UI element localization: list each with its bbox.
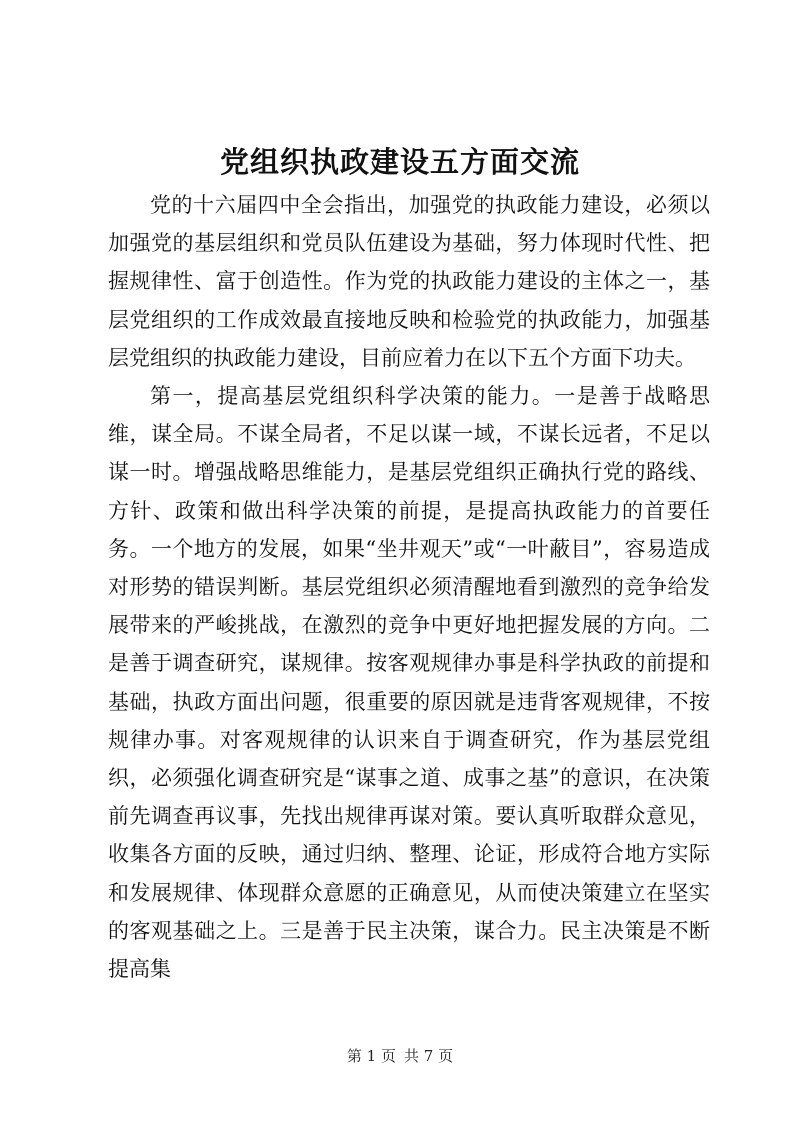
- paragraph-intro: 党的十六届四中全会指出，加强党的执政能力建设，必须以加强党的基层组织和党员队伍建设为基础，努力体现时代性、把握规律性、富于创造性。作为党的执政能力建设的主体之一，基层党组织的工作成效最直接地反映和检验党的执政能力，加强基层党组织的执政能力建设，目前应着力在以下五个方面下功夫。: [108, 193, 710, 370]
- page-footer: [0, 1046, 800, 1066]
- document-title: 党组织执政建设五方面交流: [219, 145, 580, 179]
- page-number: 第 1 页: [346, 1047, 396, 1065]
- document-body: [108, 186, 710, 988]
- paragraph-first-point: 第一，提高基层党组织科学决策的能力。一是善于战略思维，谋全局。不谋全局者，不足以谋一域，不谋长远者，不足以谋一时。增强战略思维能力，是基层党组织正确执行党的路线、方针、政策和做出科学决策的前提，是提高执政能力的首要任务。一个地方的发展，如果“坐井观天”或“一叶蔽目”，容易造成对形势的错误判断。基层党组织必须清醒地看到激烈的竞争给发展带来的严峻挑战，在激烈的竞争中更好地把握发展的方向。二是善于调查研究，谋规律。按客观规律办事是科学执政的前提和基础，执政方面出问题，很重要的原因就是违背客观规律，不按规律办事。对客观规律的认识来自于调查研究，作为基层党组织，必须强化调查研究是“谋事之道、成事之基”的意识，在决策前先调查再议事，先找出规律再谋对策。要认真听取群众意见，收集各方面的反映，通过归纳、整理、论证，形成符合地方实际和发展规律、体现群众意愿的正确意见，从而使决策建立在坚实的客观基础之上。三是善于民主决策，谋合力。民主决策是不断提高集: [108, 384, 710, 982]
- total-pages: 共 7 页: [404, 1047, 454, 1065]
